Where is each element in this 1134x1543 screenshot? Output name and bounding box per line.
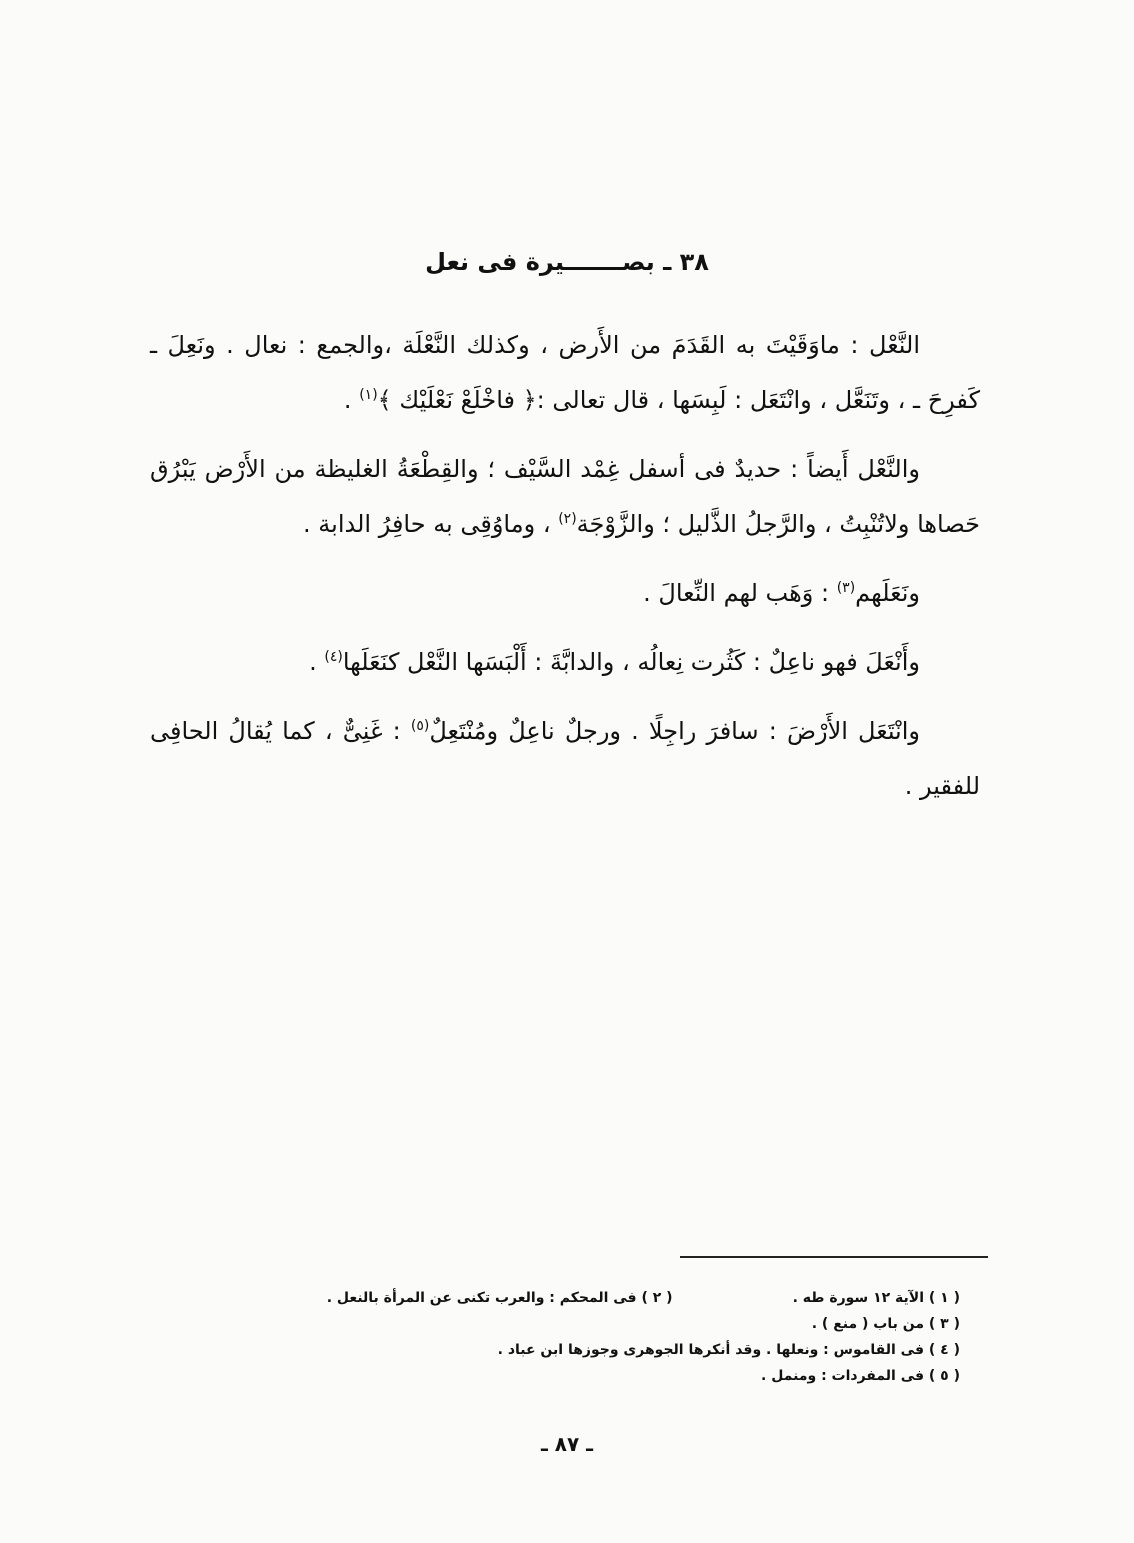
- page-number: ـ ٨٧ ـ: [540, 1432, 594, 1456]
- paragraph-tail: .: [343, 386, 360, 414]
- paragraph-tail: : غَنِىٌّ ، كما يُقالُ الحافِى للفقير .: [150, 717, 980, 800]
- footnote-row: [280, 1285, 960, 1311]
- footnote-2: ( ٢ ) فى المحكم : والعرب تكنى عن المرأة بالنعل .: [326, 1290, 673, 1306]
- footnote-1: ( ١ ) الآية ١٢ سورة طه .: [792, 1290, 960, 1306]
- footnote-ref-1[interactable]: (١): [359, 387, 378, 403]
- paragraph-tail: : وَهَب لهم النِّعالَ .: [643, 579, 837, 607]
- page-heading: ٣٨ ـ بصـــــــيرة فى نعل: [425, 248, 709, 276]
- footnote-3: ( ٣ ) من باب ( منع ) .: [811, 1316, 960, 1332]
- footnote-ref-2[interactable]: (٢): [558, 511, 577, 527]
- paragraph-1: [150, 318, 980, 428]
- footnote-ref-5[interactable]: (٥): [410, 718, 430, 734]
- main-text: [150, 318, 980, 828]
- paragraph-text: وأَنْعَلَ فهو ناعِلٌ : كَثُرت نِعالُه ، والدابَّةَ : أَلْبَسَها النَّعْل كنَعَلَها: [342, 648, 920, 676]
- footnote-ref-3[interactable]: (٣): [836, 580, 856, 596]
- paragraph-text: والنَّعْل أَيضاً : حديدٌ فى أسفل غِمْد السَّيْف ؛ والقِطْعَةُ الغليظة من الأَرْض يَبْرُق حَصاها ولاتُنْبِتُ ، والرَّجلُ الذَّليل ؛ والزَّوْجَة: [150, 455, 980, 538]
- paragraph-tail: .: [309, 648, 325, 676]
- footnote-ref-4[interactable]: (٤): [324, 649, 343, 665]
- paragraph-2: [150, 442, 980, 552]
- paragraph-text: وانْتَعَل الأَرْضَ : سافرَ راجِلًا . ورجلٌ ناعِلٌ ومُنْتَعِلٌ: [429, 717, 920, 745]
- paragraph-4: [150, 635, 980, 690]
- paragraph-5: [150, 704, 980, 814]
- footnotes-section: [280, 1285, 960, 1389]
- footnote-divider: [680, 1256, 988, 1258]
- paragraph-text: ونَعَلَهم: [855, 579, 920, 607]
- paragraph-tail: ، وماوُقِى به حافِرُ الدابة .: [303, 510, 559, 538]
- footnote-4: ( ٤ ) فى القاموس : ونعلها . وقد أنكرها الجوهرى وجوزها ابن عباد .: [497, 1342, 960, 1358]
- footnote-5: ( ٥ ) فى المفردات : ومنمل .: [761, 1368, 960, 1384]
- paragraph-text: النَّعْل : ماوَقَيْتَ به القَدَمَ من الأَرض ، وكذلك النَّعْلَة ،والجمع : نعال . ونَعِلَ ـ كَفرِحَ ـ ، وتَنَعَّل ، وانْتَعَل : لَبِسَها ، قال تعالى :﴿ فاخْلَعْ نَعْلَيْك ﴾: [150, 331, 980, 414]
- paragraph-3: [150, 566, 980, 621]
